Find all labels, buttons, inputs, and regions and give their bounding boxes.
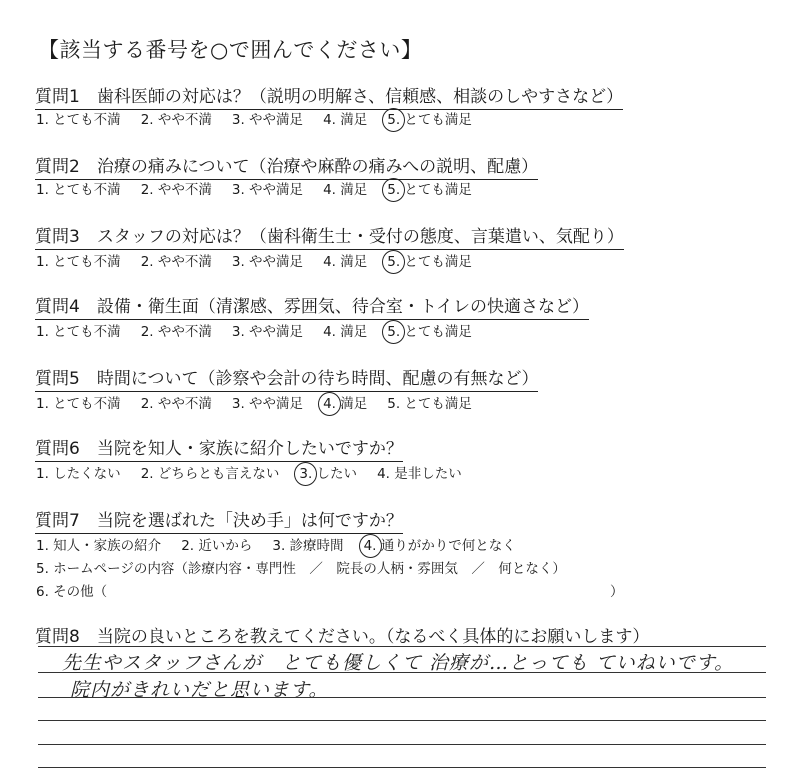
handwritten-answer-line-1: 先生やスタッフさんが とても優しくて 治療が…とっても ていねいです。 <box>62 652 735 674</box>
question-3-option-2: 2. やや不満 <box>140 254 212 270</box>
question-6-options <box>36 462 482 482</box>
question-7-option-5: 5. ホームページの内容（診療内容・専門性 ／ 院長の人柄・雰囲気 ／ 何となく） <box>36 561 566 577</box>
question-6-option-4: 4. 是非したい <box>377 466 462 482</box>
question-1-label: 質問1 歯科医師の対応は？（説明の明解さ、信頼感、相談のしやすさなど） <box>35 82 623 110</box>
question-6-option-2: 2. どちらとも言えない <box>140 466 280 482</box>
question-5-label: 質問5 時間について（診察や会計の待ち時間、配慮の有無など） <box>35 364 538 392</box>
question-3-options <box>36 250 492 270</box>
question-8-label: 質問8 当院の良いところを教えてください。（なるべく具体的にお願いします） <box>35 627 650 647</box>
question-1-options <box>36 108 492 128</box>
question-5-options <box>36 392 492 412</box>
question-1-option-2: 2. やや不満 <box>140 112 212 128</box>
question-6-option-3: 3. したい <box>299 466 358 482</box>
question-7-option-1: 1. 知人・家族の紹介 <box>36 538 162 554</box>
question-4-options <box>36 320 492 340</box>
question-7-option-4: 4. 通りがかりで何となく <box>363 538 516 554</box>
question-2-option-2: 2. やや不満 <box>140 182 212 198</box>
answer-line <box>38 672 766 673</box>
question-3-option-1: 1. とても不満 <box>36 254 121 270</box>
answer-line <box>38 646 766 647</box>
question-4-label: 質問4 設備・衛生面（清潔感、雰囲気、待合室・トイレの快適さなど） <box>35 292 589 320</box>
question-2-option-1: 1. とても不満 <box>36 182 121 198</box>
question-4-option-5: 5. とても満足 <box>387 324 472 340</box>
question-7-option-6: 6. その他（ <box>36 584 108 600</box>
question-2-label: 質問2 治療の痛みについて（治療や麻酔の痛みへの説明、配慮） <box>35 152 538 180</box>
handwritten-answer-line-2: 院内がきれいだと思います。 <box>70 679 329 701</box>
question-7-options <box>36 534 536 554</box>
page-title: 【該当する番号を○で囲んでください】 <box>38 38 423 62</box>
question-2-option-3: 3. やや満足 <box>231 182 304 198</box>
question-4-option-1: 1. とても不満 <box>36 324 121 340</box>
question-3-option-5: 5. とても満足 <box>387 254 472 270</box>
question-7-option-3: 3. 診療時間 <box>272 538 344 554</box>
question-1-option-1: 1. とても不満 <box>36 112 121 128</box>
question-1-option-3: 3. やや満足 <box>231 112 304 128</box>
question-6-label: 質問6 当院を知人・家族に紹介したいですか？ <box>35 434 403 462</box>
question-1-option-5: 5. とても満足 <box>387 112 472 128</box>
question-4-option-2: 2. やや不満 <box>140 324 212 340</box>
question-2-options <box>36 178 492 198</box>
question-7-option-2: 2. 近いから <box>181 538 253 554</box>
question-5-option-2: 2. やや不満 <box>140 396 212 412</box>
question-2-option-4: 4. 満足 <box>323 182 368 198</box>
question-4-option-3: 3. やや満足 <box>231 324 304 340</box>
question-3-option-3: 3. やや満足 <box>231 254 304 270</box>
answer-line <box>38 744 766 745</box>
question-7-label: 質問7 当院を選ばれた「決め手」は何ですか？ <box>35 506 403 534</box>
question-5-option-4: 4. 満足 <box>323 396 368 412</box>
question-5-option-3: 3. やや満足 <box>231 396 304 412</box>
answer-line <box>38 720 766 721</box>
question-5-option-1: 1. とても不満 <box>36 396 121 412</box>
question-5-option-5: 5. とても満足 <box>387 396 472 412</box>
question-1-option-4: 4. 満足 <box>323 112 368 128</box>
answer-line <box>38 767 766 768</box>
question-3-label: 質問3 スタッフの対応は？（歯科衛生士・受付の態度、言葉遣い、気配り） <box>35 222 624 250</box>
question-6-option-1: 1. したくない <box>36 466 121 482</box>
question-4-option-4: 4. 満足 <box>323 324 368 340</box>
answer-line <box>38 697 766 698</box>
question-3-option-4: 4. 満足 <box>323 254 368 270</box>
question-7-option-6-close: ） <box>610 584 624 600</box>
question-2-option-5: 5. とても満足 <box>387 182 472 198</box>
